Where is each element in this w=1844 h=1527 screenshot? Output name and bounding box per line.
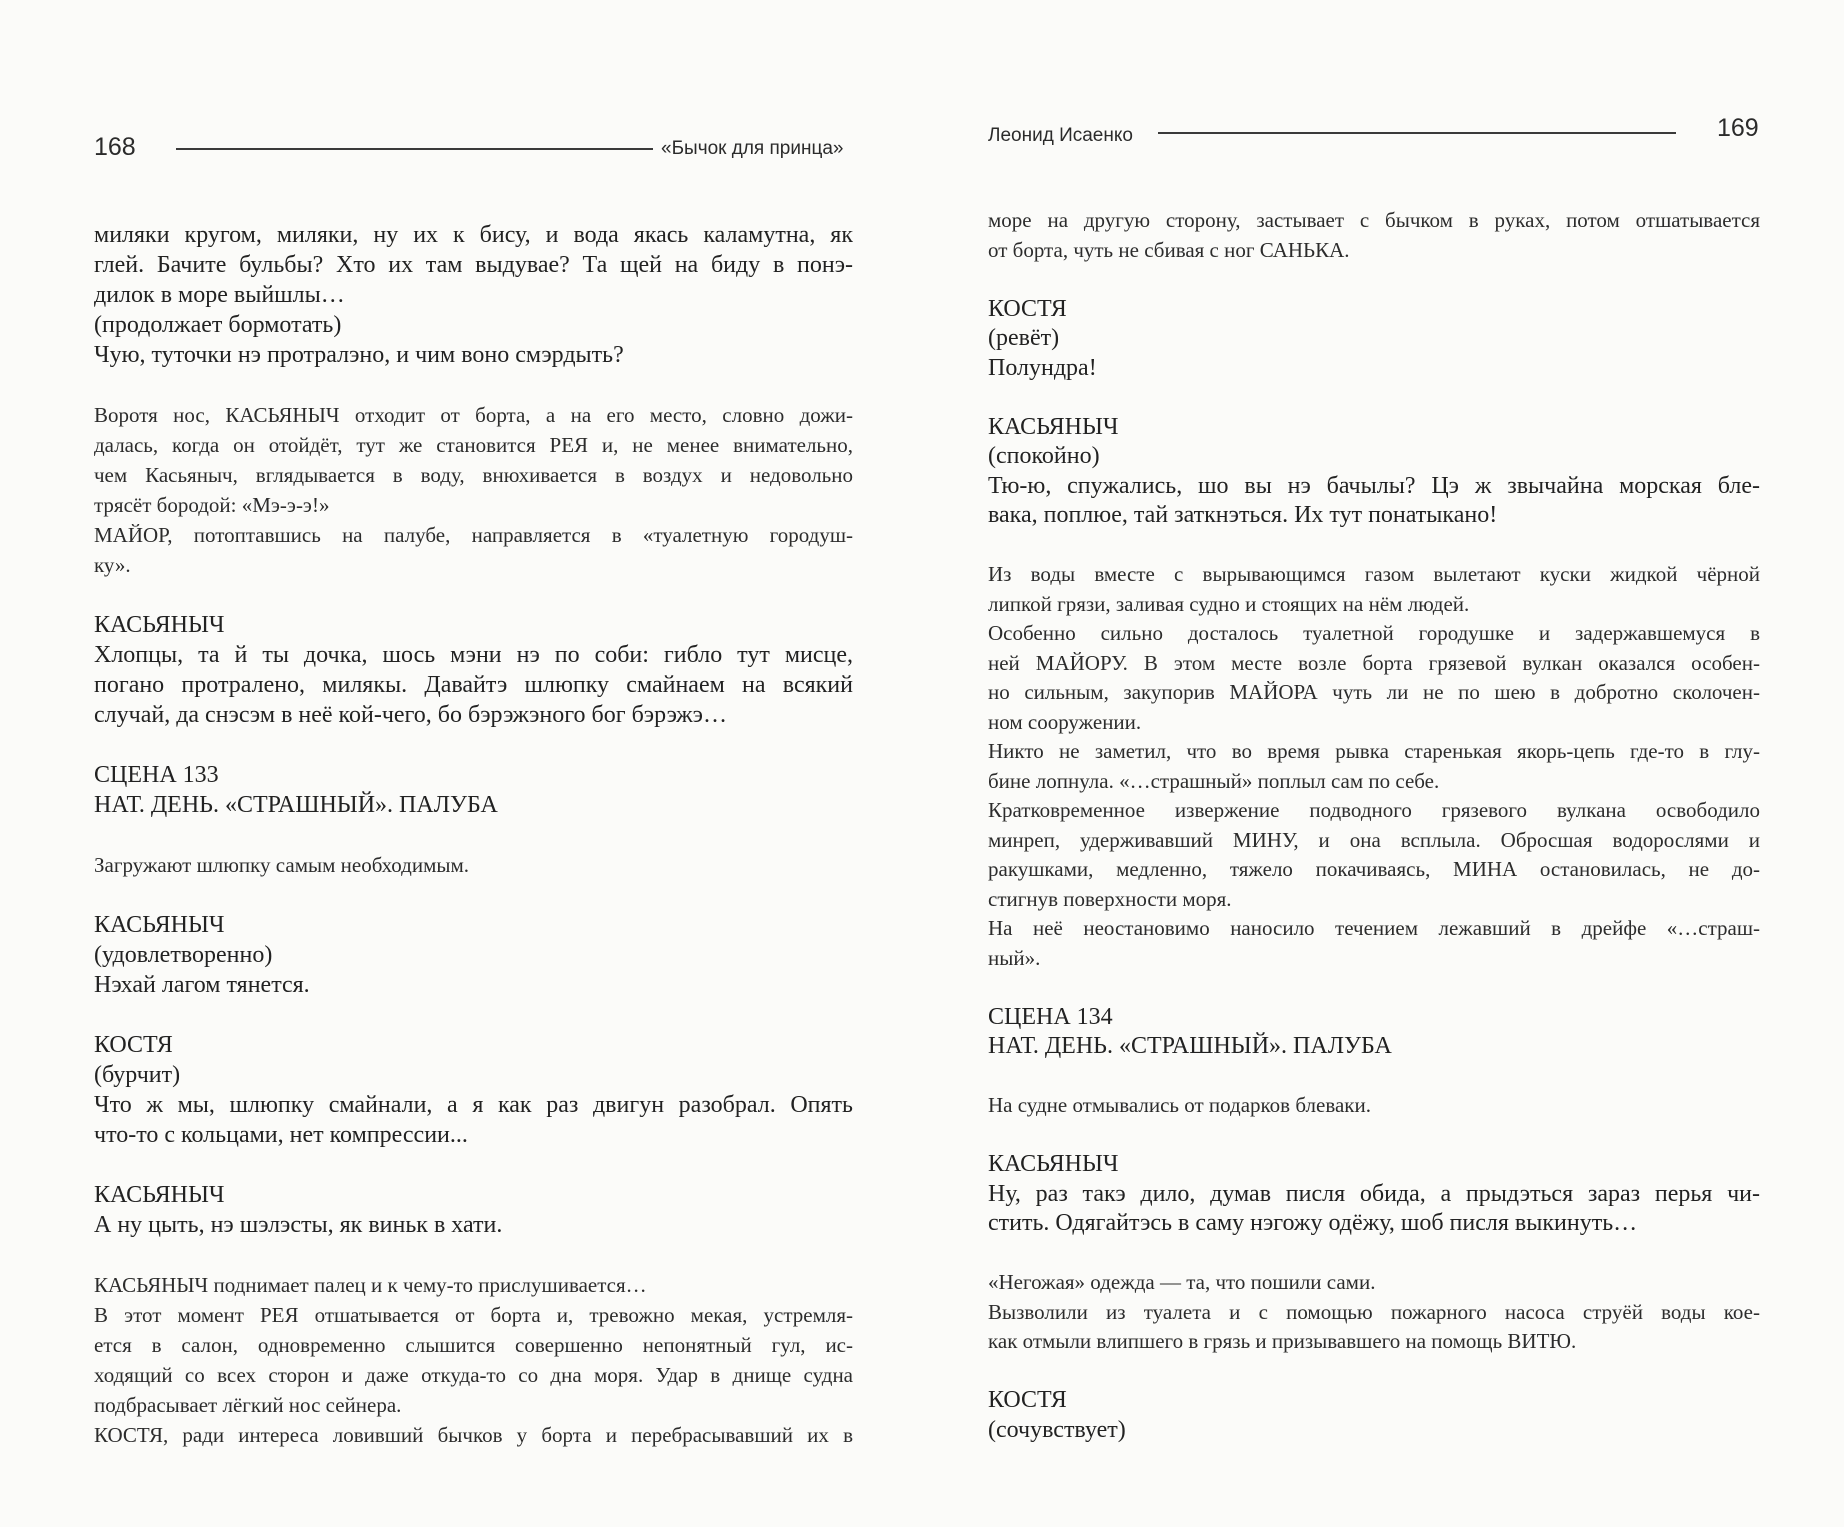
paragraph [988,324,1760,354]
paragraph [94,760,853,790]
text-line: Что ж мы, шлюпку смайнали, а я как раз двигун разобрал. Опять [94,1092,853,1118]
text-line: ку». [94,553,131,577]
dialogue-block [94,1180,853,1240]
text-line: погано протралено, милякы. Давайтэ шлюпку смайнаем на всякий [94,672,853,698]
paragraph [94,1060,853,1090]
text-line: (удовлетворенно) [94,942,273,968]
left-header-rule [176,148,653,150]
dialogue-block [988,413,1760,531]
text-line: что-то с кольцами, нет компрессии... [94,1122,468,1148]
text-line: Никто не заметил, что во время рывка старенькая якорь-цепь где-то в глу- [988,739,1760,763]
text-line: случай, да снэсэм в неё кой-чего, бо бэрэжэного бог бэрэжэ… [94,702,727,728]
dialogue-block [94,220,853,370]
direction-block [988,206,1760,265]
text-line: но сильным, закупорив МАЙОРА чуть ли не по шею в добротно сколочен- [988,680,1760,704]
text-line: липкой грязи, заливая судно и стоящих на нём людей. [988,591,1470,616]
paragraph [988,413,1760,443]
paragraph [988,1416,1760,1446]
text-line: Кратковременное извержение подводного грязевого вулкана освободило [988,798,1760,822]
text-line: На судне отмывались от подарков блеваки. [988,1093,1371,1117]
text-line: (продолжает бормотать) [94,312,342,338]
paragraph [94,310,853,340]
direction-block [988,1268,1760,1357]
direction-block [988,1091,1760,1121]
text-line: ней МАЙОРУ. В этом месте возле борта грязевой вулкан оказался особен- [988,650,1760,675]
text-line: КОСТЯ [988,1387,1067,1413]
text-line: КАСЬЯНЫЧ [94,912,225,938]
text-line: Вызволили из туалета и с помощью пожарного насоса струёй воды кое- [988,1299,1760,1324]
paragraph [988,442,1760,472]
text-line: На неё неостановимо наносило течением лежавший в дрейфе «…страш- [988,916,1760,940]
paragraph [94,940,853,970]
paragraph [988,619,1760,737]
text-line: Особенно сильно досталось туалетной городушке и задержавшемуся в [988,621,1760,645]
text-line: подбрасывает лёгкий нос сейнера. [94,1393,402,1417]
paragraph [988,1150,1760,1180]
text-line: вака, поплюе, тай заткнэться. Их тут понатыкано! [988,502,1498,528]
direction-block [94,400,853,580]
text-line: стигнув поверхности моря. [988,886,1232,911]
scene-block [988,1003,1760,1062]
text-line: море на другую сторону, застывает с бычком в руках, потом отшатывается [988,208,1760,232]
paragraph [94,640,853,730]
left-page-number: 168 [94,133,136,161]
text-line: трясёт бородой: «Мэ-э-э!» [94,493,330,517]
paragraph [94,1030,853,1060]
paragraph [988,737,1760,796]
dialogue-block [988,1386,1760,1445]
paragraph [988,472,1760,531]
text-line: глей. Бачите бульбы? Хто их там выдувае? Та щей на биду в понэ- [94,252,853,278]
text-line: Воротя нос, КАСЬЯНЫЧ отходит от борта, а на его место, словно дожи- [94,403,853,427]
text-line: чем Касьяныч, вглядывается в воду, внюхивается в воздух и недовольно [94,463,853,487]
text-line: КАСЬЯНЫЧ поднимает палец и к чему-то прислушивается… [94,1273,647,1297]
text-line: НАТ. ДЕНЬ. «СТРАШНЫЙ». ПАЛУБА [988,1033,1392,1059]
paragraph [94,220,853,310]
paragraph [988,1386,1760,1416]
text-line: В этот момент РЕЯ отшатывается от борта и, тревожно мекая, устремля- [94,1303,853,1327]
paragraph [988,1032,1760,1062]
dialogue-block [94,910,853,1000]
paragraph [94,970,853,1000]
text-line: «Негожая» одежда — та, что пошили сами. [988,1270,1376,1294]
paragraph [988,1180,1760,1239]
text-line: как отмыли влипшего в грязь и призывавшего на помощь ВИТЮ. [988,1329,1577,1353]
text-line: (спокойно) [988,443,1100,469]
text-line: Чую, туточки нэ протралэно, и чим воно смэрдыть? [94,342,624,368]
direction-block [988,560,1760,973]
direction-block [94,1270,853,1450]
paragraph [94,1210,853,1240]
paragraph [988,295,1760,325]
paragraph [988,560,1760,619]
paragraph [94,1300,853,1420]
text-line: (ревёт) [988,325,1060,351]
paragraph [988,354,1760,384]
paragraph [94,520,853,580]
text-line: от борта, чуть не сбивая с ног САНЬКА. [988,237,1350,262]
text-line: НАТ. ДЕНЬ. «СТРАШНЫЙ». ПАЛУБА [94,792,498,818]
paragraph [988,206,1760,265]
text-line: ный». [988,945,1041,970]
paragraph [94,1090,853,1150]
text-line: КАСЬЯНЫЧ [988,413,1119,440]
text-line: Из воды вместе с вырывающимся газом вылетают куски жидкой чёрной [988,562,1760,586]
dialogue-block [988,1150,1760,1239]
dialogue-block [988,295,1760,384]
text-line: КОСТЯ, ради интереса ловивший бычков у борта и перебрасывавший их в [94,1423,853,1447]
dialogue-block [94,610,853,730]
paragraph [94,400,853,520]
text-line: А ну цыть, нэ шэлэсты, як виньк в хати. [94,1212,503,1238]
paragraph [94,1180,853,1210]
text-line: Ну, раз такэ дило, думав писля обида, а прыдэться зараз перья чи- [988,1180,1760,1207]
right-page-number: 169 [1717,114,1759,142]
paragraph [94,340,853,370]
text-line: ется в салон, одновременно слышится совершенно непонятный гул, ис- [94,1333,853,1357]
text-line: далась, когда он отойдёт, тут же становится РЕЯ и, не менее внимательно, [94,433,853,457]
paragraph [94,910,853,940]
text-line: СЦЕНА 133 [94,762,219,788]
text-line: Полундра! [988,354,1097,381]
text-line: ходящий со всех сторон и даже откуда-то со дна моря. Удар в днище судна [94,1363,853,1387]
right-header-rule [1158,132,1676,134]
text-line: (бурчит) [94,1062,181,1088]
text-line: СЦЕНА 134 [988,1003,1113,1030]
text-line: ном сооружении. [988,709,1142,734]
direction-block [94,850,853,880]
left-page-body [94,220,853,1450]
running-author: Леонид Исаенко [988,125,1133,146]
scene-block [94,760,853,820]
text-line: КОСТЯ [988,295,1067,322]
text-line: КАСЬЯНЫЧ [988,1151,1119,1177]
text-line: Загружают шлюпку самым необходимым. [94,853,470,877]
paragraph [94,610,853,640]
paragraph [988,1298,1760,1357]
text-line: (сочувствует) [988,1416,1126,1443]
text-line: Нэхай лагом тянется. [94,972,310,998]
paragraph [94,1270,853,1300]
text-line: КОСТЯ [94,1032,173,1058]
text-line: бине лопнула. «…страшный» поплыл сам по себе. [988,768,1440,793]
text-line: миляки кругом, миляки, ну их к бису, и вода якась каламутна, як [94,222,853,248]
text-line: МАЙОР, потоптавшись на палубе, направляется в «туалетную городуш- [94,523,853,547]
paragraph [988,1268,1760,1298]
text-line: Хлопцы, та й ты дочка, шось мэни нэ по соби: гибло тут мисце, [94,642,853,668]
paragraph [94,1420,853,1450]
text-line: минреп, удерживавший МИНУ, и она всплыла. Обросшая водорослями и [988,827,1760,852]
paragraph [94,790,853,820]
paragraph [988,914,1760,973]
dialogue-block [94,1030,853,1150]
running-title: «Бычок для принца» [661,138,844,159]
right-page-body [988,206,1760,1445]
paragraph [94,850,853,880]
paragraph [988,1091,1760,1121]
text-line: КАСЬЯНЫЧ [94,612,225,638]
text-line: стить. Одягайтэсь в саму нэгожу одёжу, шоб писля выкинуть… [988,1210,1638,1236]
paragraph [988,1003,1760,1033]
text-line: КАСЬЯНЫЧ [94,1182,225,1208]
paragraph [988,796,1760,914]
text-line: ракушками, медленно, тяжело покачиваясь, МИНА остановилась, не до- [988,857,1760,881]
text-line: дилок в море выйшлы… [94,282,345,308]
text-line: Тю-ю, спужались, шо вы нэ бачылы? Цэ ж звычайна морская бле- [988,472,1760,499]
